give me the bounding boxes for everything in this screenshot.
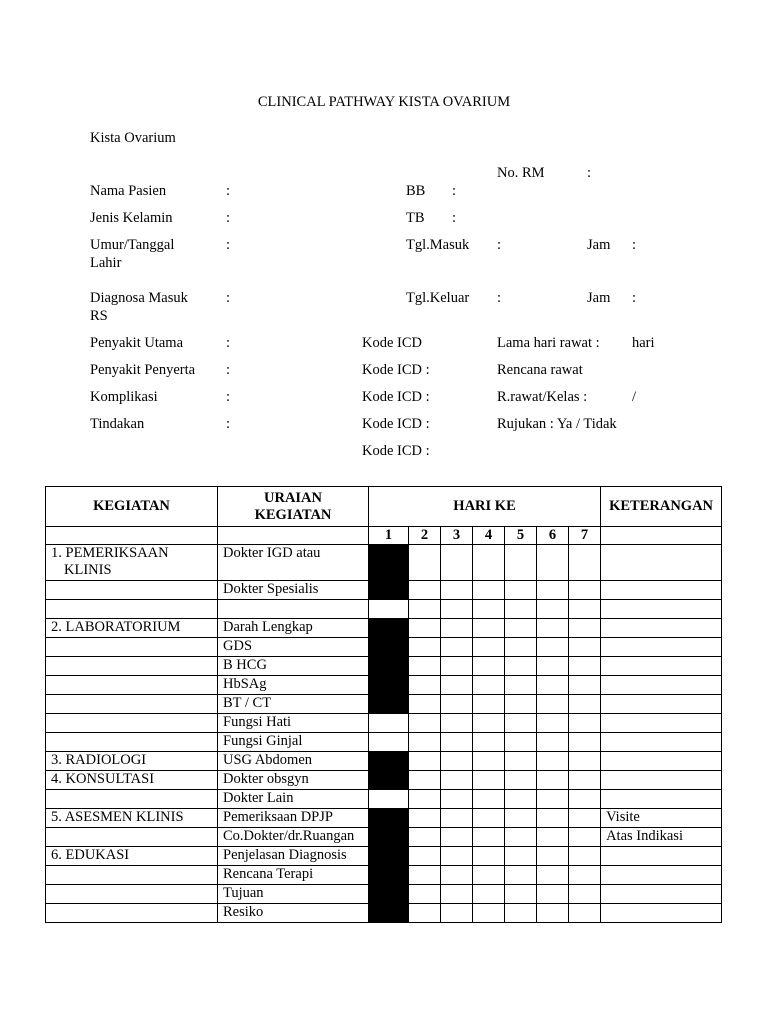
day-number: 6	[537, 527, 569, 545]
day-2-cell	[409, 638, 441, 657]
keterangan-cell	[601, 866, 722, 885]
kegiatan-cell	[46, 714, 218, 733]
day-2-cell	[409, 581, 441, 600]
day-6-cell	[537, 904, 569, 923]
nama-pasien-label: Nama Pasien	[90, 183, 167, 199]
day-4-cell	[473, 904, 505, 923]
penyakit-utama-label: Penyakit Utama	[90, 335, 184, 351]
day-5-cell	[505, 904, 537, 923]
uraian-cell: USG Abdomen	[218, 752, 369, 771]
keterangan-cell: Visite	[601, 809, 722, 828]
colon: :	[632, 290, 637, 306]
day-5-cell	[505, 695, 537, 714]
day-6-cell	[537, 885, 569, 904]
uraian-cell: B HCG	[218, 657, 369, 676]
day-2-cell	[409, 714, 441, 733]
day-2-cell	[409, 600, 441, 619]
table-row	[46, 752, 722, 771]
keterangan-cell	[601, 714, 722, 733]
day-2-cell	[409, 790, 441, 809]
rujukan-label: Rujukan : Ya / Tidak	[497, 416, 617, 432]
day-7-cell	[569, 619, 601, 638]
r-rawat-kelas-label: R.rawat/Kelas :	[497, 389, 588, 405]
kode-icd-label: Kode ICD :	[362, 416, 430, 432]
kegiatan-cell: 6. EDUKASI	[46, 847, 218, 866]
tb-label: TB	[406, 210, 425, 226]
uraian-header-line2: KEGIATAN	[254, 506, 332, 523]
keterangan-cell	[601, 885, 722, 904]
uraian-cell: Dokter Lain	[218, 790, 369, 809]
day-2-cell	[409, 619, 441, 638]
jenis-kelamin-label: Jenis Kelamin	[90, 210, 173, 226]
day-1-cell	[369, 676, 409, 695]
no-rm-label: No. RM	[497, 165, 545, 181]
kode-icd-label: Kode ICD :	[362, 443, 430, 459]
day-2-cell	[409, 885, 441, 904]
uraian-cell	[218, 600, 369, 619]
diagnosa-label-line1: Diagnosa Masuk	[90, 290, 188, 306]
tindakan-label: Tindakan	[90, 416, 145, 432]
day-4-cell	[473, 619, 505, 638]
table-row	[46, 828, 722, 847]
day-6-cell	[537, 733, 569, 752]
keterangan-cell	[601, 657, 722, 676]
day-3-cell	[441, 752, 473, 771]
day-2-cell	[409, 695, 441, 714]
day-7-cell	[569, 676, 601, 695]
day-5-cell	[505, 581, 537, 600]
day-4-cell	[473, 714, 505, 733]
day-2-cell	[409, 809, 441, 828]
day-3-cell	[441, 600, 473, 619]
keterangan-cell	[601, 790, 722, 809]
kegiatan-cell	[46, 600, 218, 619]
day-2-cell	[409, 904, 441, 923]
day-6-cell	[537, 828, 569, 847]
day-6-cell	[537, 752, 569, 771]
day-7-cell	[569, 752, 601, 771]
day-7-cell	[569, 581, 601, 600]
colon: :	[452, 210, 457, 226]
table-row	[46, 790, 722, 809]
tgl-masuk-label: Tgl.Masuk	[406, 237, 470, 253]
keterangan-cell	[601, 695, 722, 714]
uraian-cell: Dokter IGD atau	[218, 545, 369, 581]
day-5-cell	[505, 638, 537, 657]
colon: :	[226, 335, 231, 351]
colon: :	[632, 237, 637, 253]
kegiatan-cell	[46, 638, 218, 657]
day-7-cell	[569, 828, 601, 847]
day-3-cell	[441, 904, 473, 923]
day-4-cell	[473, 676, 505, 695]
day-4-cell	[473, 545, 505, 581]
keterangan-cell	[601, 733, 722, 752]
uraian-cell: Fungsi Ginjal	[218, 733, 369, 752]
table-row	[46, 733, 722, 752]
day-4-cell	[473, 847, 505, 866]
slash: /	[632, 389, 637, 405]
day-4-cell	[473, 638, 505, 657]
colon: :	[497, 237, 502, 253]
colon: :	[226, 362, 231, 378]
day-5-cell	[505, 752, 537, 771]
jam-label: Jam	[587, 290, 611, 306]
day-7-cell	[569, 638, 601, 657]
hari-label: hari	[632, 335, 655, 351]
day-5-cell	[505, 885, 537, 904]
day-number: 4	[473, 527, 505, 545]
keterangan-cell	[601, 752, 722, 771]
keterangan-cell	[601, 619, 722, 638]
day-1-cell	[369, 657, 409, 676]
table-row	[46, 809, 722, 828]
day-3-cell	[441, 790, 473, 809]
day-7-cell	[569, 790, 601, 809]
colon: :	[452, 183, 457, 199]
day-3-cell	[441, 866, 473, 885]
day-5-cell	[505, 790, 537, 809]
tgl-keluar-label: Tgl.Keluar	[406, 290, 470, 306]
table-row	[46, 581, 722, 600]
uraian-cell: Dokter obsgyn	[218, 771, 369, 790]
table-row	[46, 885, 722, 904]
day-4-cell	[473, 790, 505, 809]
day-3-cell	[441, 657, 473, 676]
day-1-cell	[369, 545, 409, 581]
uraian-cell: BT / CT	[218, 695, 369, 714]
uraian-cell: Dokter Spesialis	[218, 581, 369, 600]
lama-hari-rawat-label: Lama hari rawat :	[497, 335, 600, 351]
day-1-cell	[369, 581, 409, 600]
table-row	[46, 847, 722, 866]
table-row	[46, 695, 722, 714]
day-2-cell	[409, 545, 441, 581]
table-row	[46, 676, 722, 695]
uraian-cell: Penjelasan Diagnosis	[218, 847, 369, 866]
day-5-cell	[505, 676, 537, 695]
day-2-cell	[409, 733, 441, 752]
keterangan-cell	[601, 581, 722, 600]
day-5-cell	[505, 866, 537, 885]
day-3-cell	[441, 885, 473, 904]
day-1-cell	[369, 809, 409, 828]
day-3-cell	[441, 676, 473, 695]
day-3-cell	[441, 638, 473, 657]
empty-cell	[601, 527, 722, 545]
day-6-cell	[537, 638, 569, 657]
kode-icd-label: Kode ICD	[362, 335, 423, 351]
kegiatan-cell	[46, 790, 218, 809]
colon: :	[226, 416, 231, 432]
jam-label: Jam	[587, 237, 611, 253]
document-subtitle: Kista Ovarium	[90, 130, 176, 146]
komplikasi-label: Komplikasi	[90, 389, 158, 405]
kegiatan-cell	[46, 657, 218, 676]
day-5-cell	[505, 809, 537, 828]
day-3-cell	[441, 828, 473, 847]
uraian-cell: GDS	[218, 638, 369, 657]
day-1-cell	[369, 790, 409, 809]
day-6-cell	[537, 619, 569, 638]
uraian-cell: Darah Lengkap	[218, 619, 369, 638]
day-3-cell	[441, 733, 473, 752]
day-number: 1	[369, 527, 409, 545]
uraian-cell: HbSAg	[218, 676, 369, 695]
day-7-cell	[569, 545, 601, 581]
day-1-cell	[369, 847, 409, 866]
rencana-rawat-label: Rencana rawat	[497, 362, 583, 378]
day-4-cell	[473, 771, 505, 790]
pathway-body	[46, 545, 722, 923]
day-3-cell	[441, 809, 473, 828]
umur-label-line1: Umur/Tanggal	[90, 237, 175, 253]
day-7-cell	[569, 733, 601, 752]
uraian-cell: Fungsi Hati	[218, 714, 369, 733]
table-row	[46, 600, 722, 619]
colon: :	[226, 237, 231, 253]
day-5-cell	[505, 545, 537, 581]
day-6-cell	[537, 809, 569, 828]
kegiatan-cell: 4. KONSULTASI	[46, 771, 218, 790]
keterangan-cell	[601, 638, 722, 657]
day-1-cell	[369, 866, 409, 885]
day-3-cell	[441, 581, 473, 600]
day-4-cell	[473, 809, 505, 828]
kegiatan-cell: 2. LABORATORIUM	[46, 619, 218, 638]
day-7-cell	[569, 847, 601, 866]
day-3-cell	[441, 695, 473, 714]
day-4-cell	[473, 733, 505, 752]
keterangan-cell	[601, 545, 722, 581]
kegiatan-cell	[46, 676, 218, 695]
keterangan-header: KETERANGAN	[601, 487, 722, 527]
table-row	[46, 771, 722, 790]
pathway-table	[45, 486, 722, 923]
colon: :	[226, 389, 231, 405]
colon: :	[226, 183, 231, 199]
day-2-cell	[409, 771, 441, 790]
day-2-cell	[409, 676, 441, 695]
day-4-cell	[473, 657, 505, 676]
day-6-cell	[537, 866, 569, 885]
day-1-cell	[369, 904, 409, 923]
colon: :	[587, 165, 592, 181]
colon: :	[226, 210, 231, 226]
day-6-cell	[537, 600, 569, 619]
day-6-cell	[537, 714, 569, 733]
keterangan-cell: Atas Indikasi	[601, 828, 722, 847]
day-1-cell	[369, 714, 409, 733]
day-6-cell	[537, 581, 569, 600]
day-3-cell	[441, 847, 473, 866]
day-4-cell	[473, 828, 505, 847]
keterangan-cell	[601, 904, 722, 923]
day-1-cell	[369, 752, 409, 771]
kegiatan-cell	[46, 904, 218, 923]
day-6-cell	[537, 771, 569, 790]
uraian-cell: Pemeriksaan DPJP	[218, 809, 369, 828]
empty-cell	[46, 527, 218, 545]
kegiatan-cell: 5. ASESMEN KLINIS	[46, 809, 218, 828]
day-2-cell	[409, 752, 441, 771]
penyakit-penyerta-label: Penyakit Penyerta	[90, 362, 196, 378]
table-row	[46, 866, 722, 885]
day-5-cell	[505, 847, 537, 866]
table-row	[46, 657, 722, 676]
day-3-cell	[441, 619, 473, 638]
day-4-cell	[473, 581, 505, 600]
day-7-cell	[569, 904, 601, 923]
day-1-cell	[369, 600, 409, 619]
day-1-cell	[369, 885, 409, 904]
day-4-cell	[473, 885, 505, 904]
day-5-cell	[505, 600, 537, 619]
kegiatan-cell: 3. RADIOLOGI	[46, 752, 218, 771]
day-4-cell	[473, 600, 505, 619]
day-7-cell	[569, 714, 601, 733]
day-5-cell	[505, 828, 537, 847]
day-5-cell	[505, 714, 537, 733]
kegiatan-header: KEGIATAN	[46, 487, 218, 527]
uraian-cell: Rencana Terapi	[218, 866, 369, 885]
hari-ke-header: HARI KE	[369, 487, 601, 527]
day-6-cell	[537, 545, 569, 581]
kegiatan-cell	[46, 885, 218, 904]
table-row	[46, 545, 722, 581]
document-title: CLINICAL PATHWAY KISTA OVARIUM	[257, 94, 511, 110]
kegiatan-cell	[46, 866, 218, 885]
colon: :	[226, 290, 231, 306]
keterangan-cell	[601, 847, 722, 866]
kegiatan-cell	[46, 828, 218, 847]
day-2-cell	[409, 847, 441, 866]
uraian-header-line1: URAIAN	[264, 489, 322, 506]
kegiatan-cell	[46, 581, 218, 600]
day-1-cell	[369, 695, 409, 714]
day-4-cell	[473, 752, 505, 771]
day-6-cell	[537, 790, 569, 809]
day-1-cell	[369, 733, 409, 752]
day-7-cell	[569, 809, 601, 828]
colon: :	[497, 290, 502, 306]
day-7-cell	[569, 657, 601, 676]
day-6-cell	[537, 676, 569, 695]
day-number: 7	[569, 527, 601, 545]
day-2-cell	[409, 828, 441, 847]
day-6-cell	[537, 847, 569, 866]
day-4-cell	[473, 695, 505, 714]
uraian-header	[218, 487, 369, 527]
table-row	[46, 714, 722, 733]
keterangan-cell	[601, 676, 722, 695]
day-7-cell	[569, 771, 601, 790]
kegiatan-cell	[46, 695, 218, 714]
day-4-cell	[473, 866, 505, 885]
day-2-cell	[409, 866, 441, 885]
day-5-cell	[505, 657, 537, 676]
day-7-cell	[569, 885, 601, 904]
day-5-cell	[505, 619, 537, 638]
kegiatan-cell	[46, 733, 218, 752]
day-number: 2	[409, 527, 441, 545]
day-5-cell	[505, 771, 537, 790]
day-1-cell	[369, 828, 409, 847]
day-7-cell	[569, 866, 601, 885]
day-3-cell	[441, 714, 473, 733]
day-number: 3	[441, 527, 473, 545]
day-6-cell	[537, 657, 569, 676]
diagnosa-label-line2: RS	[90, 308, 108, 324]
table-row	[46, 904, 722, 923]
uraian-cell: Resiko	[218, 904, 369, 923]
day-7-cell	[569, 695, 601, 714]
day-3-cell	[441, 771, 473, 790]
day-1-cell	[369, 638, 409, 657]
keterangan-cell	[601, 771, 722, 790]
day-2-cell	[409, 657, 441, 676]
day-1-cell	[369, 619, 409, 638]
table-row	[46, 619, 722, 638]
day-3-cell	[441, 545, 473, 581]
day-7-cell	[569, 600, 601, 619]
kegiatan-cell: 1. PEMERIKSAAN KLINIS	[46, 545, 218, 581]
umur-label-line2: Lahir	[90, 255, 122, 271]
kode-icd-label: Kode ICD :	[362, 389, 430, 405]
keterangan-cell	[601, 600, 722, 619]
bb-label: BB	[406, 183, 426, 199]
day-1-cell	[369, 771, 409, 790]
day-5-cell	[505, 733, 537, 752]
table-row	[46, 638, 722, 657]
uraian-cell: Tujuan	[218, 885, 369, 904]
uraian-cell: Co.Dokter/dr.Ruangan	[218, 828, 369, 847]
day-number: 5	[505, 527, 537, 545]
empty-cell	[218, 527, 369, 545]
day-6-cell	[537, 695, 569, 714]
kode-icd-label: Kode ICD :	[362, 362, 430, 378]
